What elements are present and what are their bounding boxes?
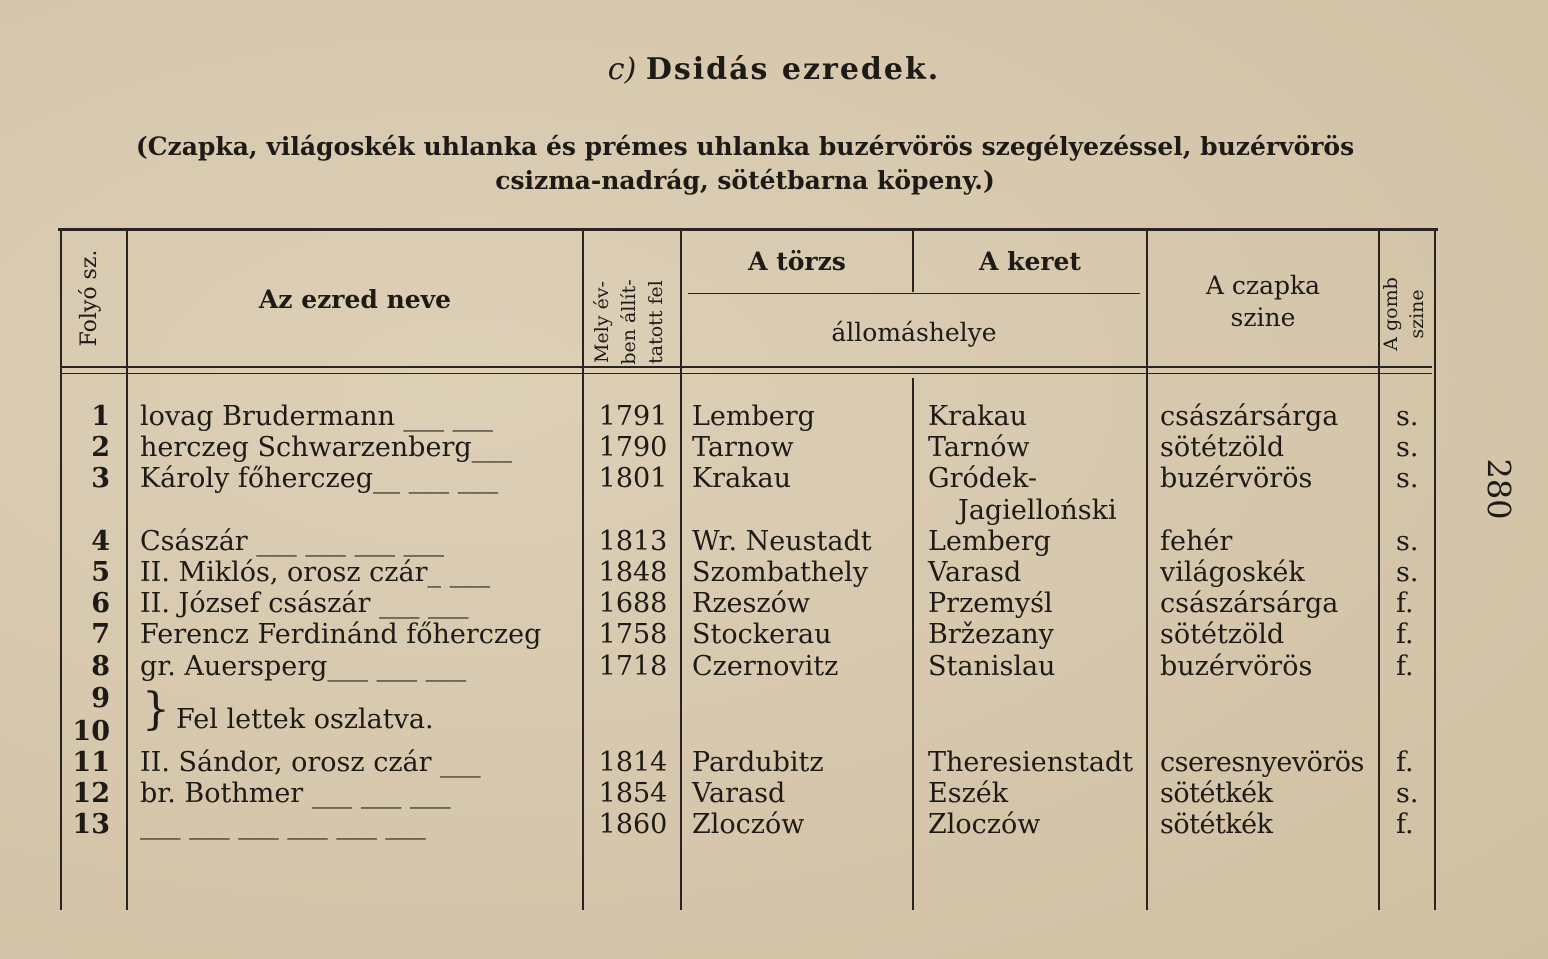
row-number: 1 (91, 401, 110, 432)
regiment-name: br. Bothmer ___ ___ ___ (140, 778, 451, 810)
keret-station: Gródek- (928, 463, 1038, 495)
keret-station: Lemberg (928, 525, 1051, 557)
keret-station: Krakau (928, 401, 1028, 432)
gomb-color: s. (1396, 463, 1419, 495)
row-number: 8 (91, 650, 110, 682)
czapka-color: császársárga (1160, 588, 1339, 620)
year-founded: 1790 (598, 432, 668, 464)
gomb-color: f. (1396, 650, 1414, 682)
column-rule (1434, 230, 1436, 910)
keret-station: Jagielloński (958, 494, 1117, 526)
year-founded: 1688 (598, 588, 668, 620)
regiment-name: II. Miklós, orosz czár_ ___ (140, 557, 491, 588)
keret-station: Stanislau (928, 650, 1056, 682)
row-number: 9 (91, 683, 110, 714)
czapka-color: sötétzöld (1160, 432, 1285, 464)
gomb-color: f. (1396, 588, 1414, 620)
dissolved-note: Fel lettek oszlatva. (176, 704, 434, 735)
torzs-station: Krakau (692, 463, 792, 495)
column-rule (126, 230, 128, 910)
keret-station: Theresienstadt (928, 747, 1134, 778)
czapka-color: buzérvörös (1160, 463, 1313, 495)
year-founded: 1854 (598, 778, 668, 810)
row-number: 5 (91, 557, 110, 588)
header-ezred: Az ezred neve (258, 285, 452, 314)
year-founded: 1801 (598, 463, 668, 495)
regiment-name: lovag Brudermann ___ ___ (140, 401, 494, 432)
row-number: 2 (91, 432, 110, 464)
czapka-color: császársárga (1160, 401, 1339, 432)
header-mely-line-3: tatott fel (645, 280, 667, 364)
gomb-color: s. (1396, 525, 1419, 557)
keret-station: Varasd (928, 557, 1022, 588)
header-torzs: A törzs (748, 247, 846, 276)
row-number: 3 (91, 463, 110, 495)
keret-station: Eszék (928, 778, 1009, 810)
header-czapka-line-1: A czapka (1205, 271, 1321, 300)
year-founded: 1813 (598, 525, 668, 557)
torzs-station: Szombathely (692, 557, 869, 588)
year-founded: 1758 (598, 619, 668, 651)
station-divider (688, 293, 1140, 294)
regiment-name: gr. Auersperg___ ___ ___ (140, 650, 467, 682)
torzs-station: Tarnow (692, 432, 794, 464)
header-keret: A keret (979, 247, 1081, 276)
title-prefix: c) (607, 52, 637, 87)
header-gomb (1378, 259, 1434, 369)
row-number: 10 (72, 716, 110, 747)
keret-station: Przemyśl (928, 588, 1053, 620)
header-bottom-rule-2 (60, 373, 1432, 374)
regiment-name: II. József császár ___ ___ (140, 588, 469, 620)
torzs-station: Varasd (692, 778, 786, 810)
header-allomas: állomáshelye (831, 318, 997, 347)
header-czapka (1148, 270, 1378, 334)
year-founded: 1791 (598, 401, 668, 432)
subtitle (100, 130, 1390, 198)
torzs-station: Rzeszów (692, 588, 810, 620)
gomb-color: s. (1396, 401, 1419, 432)
gomb-color: s. (1396, 432, 1419, 464)
row-number: 4 (91, 525, 110, 557)
row-number: 12 (72, 778, 110, 810)
regiment-name: II. Sándor, orosz czár ___ (140, 747, 481, 778)
czapka-color: sötétzöld (1160, 619, 1285, 651)
header-folyo: Folyó sz. (77, 249, 102, 347)
subtitle-line-2: csizma-nadrág, sötétbarna köpeny.) (495, 166, 995, 195)
gomb-color: f. (1396, 747, 1414, 778)
torzs-station: Lemberg (692, 401, 815, 432)
keret-station: Tarnów (928, 432, 1030, 464)
keret-station: Zloczów (928, 809, 1041, 841)
regiment-name: Károly főherczeg__ ___ ___ (140, 463, 499, 495)
row-number: 6 (91, 588, 110, 620)
czapka-color: sötétkék (1160, 778, 1273, 810)
year-founded: 1814 (598, 747, 668, 778)
row-number: 11 (72, 747, 110, 778)
czapka-color: buzérvörös (1160, 650, 1313, 682)
gomb-color: f. (1396, 809, 1414, 841)
torzs-station: Stockerau (692, 619, 832, 651)
row-number: 13 (72, 809, 110, 841)
page-number: 280 (1479, 458, 1518, 520)
row-number: 7 (91, 619, 110, 651)
gomb-color: s. (1396, 778, 1419, 810)
year-founded: 1718 (598, 650, 668, 682)
year-founded: 1860 (598, 809, 668, 841)
czapka-color: világoskék (1160, 557, 1305, 588)
regiment-name: ___ ___ ___ ___ ___ ___ (140, 809, 426, 841)
regiment-name: Császár ___ ___ ___ ___ (140, 525, 445, 557)
torzs-station: Pardubitz (692, 747, 824, 778)
torzs-station: Zloczów (692, 809, 805, 841)
header-mely-line-2: ben állít- (618, 279, 640, 365)
czapka-color: sötétkék (1160, 809, 1273, 841)
header-mely-line-1: Mely év- (591, 281, 613, 363)
page-title (0, 52, 1548, 87)
header-gomb-line-2: szine (1406, 289, 1428, 339)
header-czapka-line-2: szine (1230, 303, 1296, 332)
header-gomb-line-1: A gomb (1380, 277, 1402, 351)
torzs-station: Czernovitz (692, 650, 839, 682)
gomb-color: s. (1396, 557, 1419, 588)
column-rule (912, 378, 914, 910)
header-mely (589, 262, 673, 382)
year-founded: 1848 (598, 557, 668, 588)
gomb-color: f. (1396, 619, 1414, 651)
header-bottom-rule (60, 366, 1432, 368)
brace-glyph: } (142, 684, 170, 735)
czapka-color: cseresnyevörös (1160, 747, 1364, 778)
keret-station: Bržezany (928, 619, 1054, 651)
czapka-color: fehér (1160, 525, 1233, 557)
title-main: Dsidás ezredek. (645, 52, 941, 87)
subtitle-line-1: (Czapka, világoskék uhlanka és prémes uhlanka buzérvörös szegélyezéssel, buzérvörös (135, 132, 1355, 161)
regiment-name: herczeg Schwarzenberg___ (140, 432, 513, 464)
torzs-station: Wr. Neustadt (692, 525, 872, 557)
regiment-name: Ferencz Ferdinánd főherczeg (140, 619, 542, 651)
table-top-rule (58, 228, 1438, 231)
